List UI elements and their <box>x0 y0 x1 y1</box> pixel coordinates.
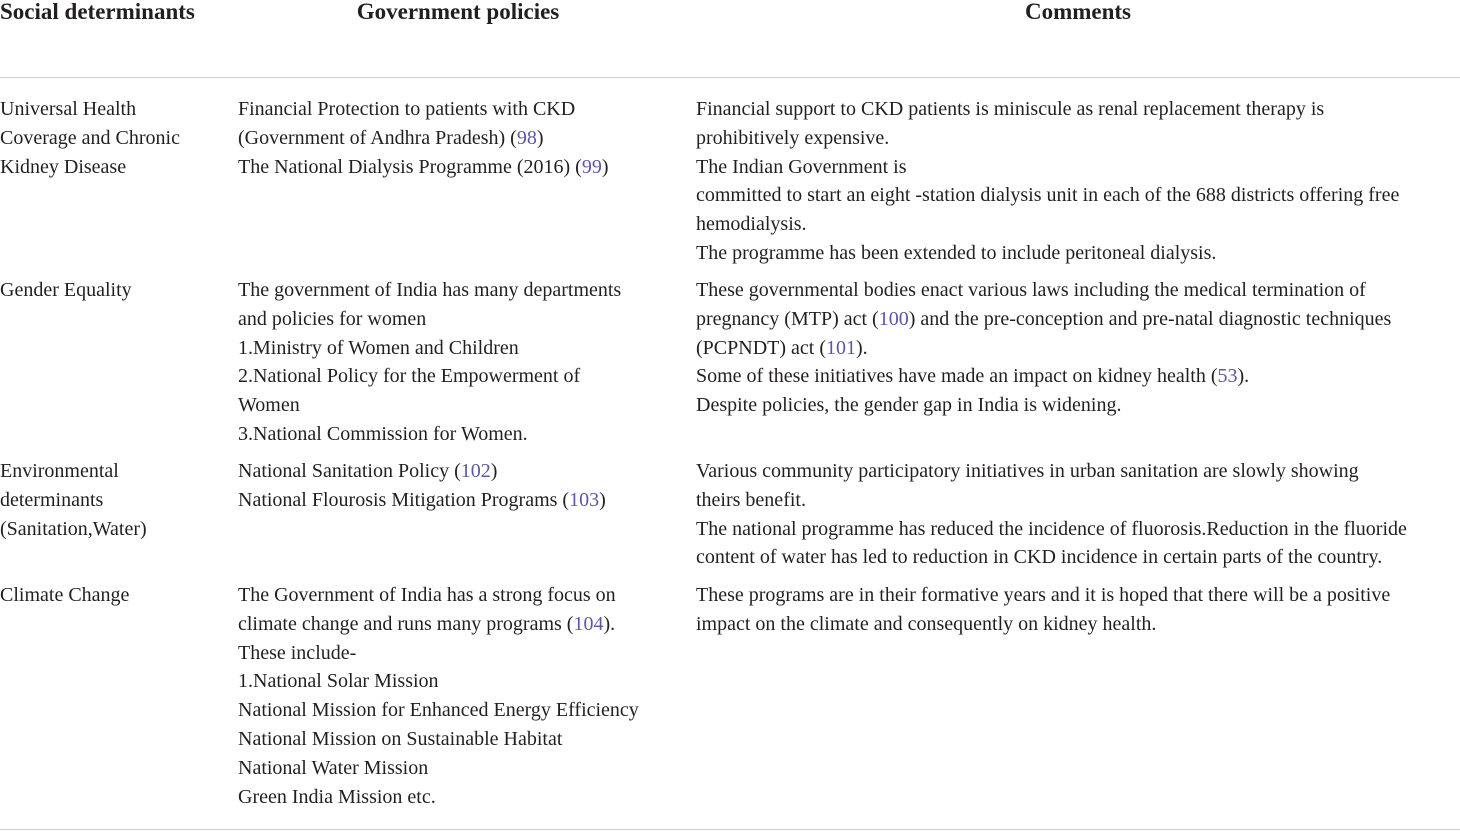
line-text: These include- <box>238 641 357 664</box>
line-text: Green India Mission etc. <box>238 785 436 808</box>
line-text: committed to start an eight -station dialysis unit in each of the 688 districts offering free <box>696 184 1400 207</box>
line-text: (Government of Andhra Pradesh) ( <box>238 126 517 149</box>
line-text: climate change and runs many programs ( <box>238 612 574 635</box>
policy-line <box>238 639 668 668</box>
line-text: (PCPNDT) act ( <box>696 336 826 359</box>
reference-link[interactable]: 100 <box>878 307 909 330</box>
determinant-line: Environmental <box>0 460 119 482</box>
line-text: National Sanitation Policy ( <box>238 460 461 482</box>
table-header <box>0 0 1460 78</box>
header-government-policies: Government policies <box>356 0 560 24</box>
policy-line <box>238 391 668 420</box>
comment-line <box>696 486 1460 515</box>
policy-line <box>238 95 668 124</box>
policy-line <box>238 754 668 783</box>
policy-line <box>238 696 668 725</box>
comment-line <box>696 362 1460 391</box>
determinant-line: Coverage and Chronic <box>0 126 180 149</box>
policy-line <box>238 362 668 391</box>
determinant-line: determinants <box>0 488 104 511</box>
determinant-cell <box>0 95 225 181</box>
line-text-after: ) <box>599 488 606 511</box>
line-text: Financial Protection to patients with CKD <box>238 98 576 120</box>
line-text: pregnancy (MTP) act ( <box>696 307 879 330</box>
line-text-after: ) and the pre-conception and pre-natal diagnostic techniques <box>908 307 1392 330</box>
policies-cell <box>238 276 668 449</box>
line-text: The Government of India has a strong focus on <box>238 584 616 606</box>
line-text: The government of India has many departments <box>238 279 622 301</box>
line-text: Despite policies, the gender gap in India is widening. <box>696 394 1122 417</box>
determinant-line: Kidney Disease <box>0 155 127 178</box>
reference-link[interactable]: 102 <box>460 460 491 482</box>
line-text: These programs are in their formative years and it is hoped that there will be a positive <box>696 584 1391 606</box>
reference-link[interactable]: 104 <box>573 612 604 635</box>
line-text: National Mission for Enhanced Energy Efficiency <box>238 699 639 722</box>
line-text: impact on the climate and consequently on kidney health. <box>696 612 1157 635</box>
comment-line <box>696 210 1460 239</box>
line-text: Some of these initiatives have made an impact on kidney health ( <box>696 365 1218 388</box>
comment-line <box>696 153 1460 182</box>
comment-line <box>696 391 1460 420</box>
determinant-cell <box>0 276 225 305</box>
comments-cell <box>696 581 1460 639</box>
policy-line <box>238 486 668 515</box>
line-text-after: ). <box>1237 365 1250 388</box>
line-text: 3.National Commission for Women. <box>238 422 528 445</box>
line-text: National Water Mission <box>238 756 429 779</box>
line-text: Women <box>238 394 300 417</box>
comments-cell <box>696 457 1460 572</box>
line-text: and policies for women <box>238 307 427 330</box>
line-text: 1.Ministry of Women and Children <box>238 336 519 359</box>
policy-line <box>238 581 668 610</box>
reference-link[interactable]: 53 <box>1217 365 1238 388</box>
determinant-line: Gender Equality <box>0 279 132 301</box>
determinant-line: Climate Change <box>0 584 130 606</box>
comment-line <box>696 95 1460 124</box>
line-text: content of water has led to reduction in CKD incidence in certain parts of the country. <box>696 546 1383 569</box>
header-comments: Comments <box>1024 0 1132 24</box>
line-text-after: ) <box>490 460 498 482</box>
policy-line <box>238 610 668 639</box>
line-text: prohibitively expensive. <box>696 126 890 149</box>
line-text: The Indian Government is <box>696 155 907 178</box>
line-text: Financial support to CKD patients is miniscule as renal replacement therapy is <box>696 98 1325 120</box>
line-text: hemodialysis. <box>696 213 807 236</box>
comment-line <box>696 334 1460 363</box>
line-text: 2.National Policy for the Empowerment of <box>238 365 581 388</box>
policies-cell <box>238 581 668 811</box>
line-text: The National Dialysis Programme (2016) ( <box>238 155 582 178</box>
policy-line <box>238 420 668 449</box>
comment-line <box>696 610 1460 639</box>
reference-link[interactable]: 98 <box>516 126 537 149</box>
line-text: 1.National Solar Mission <box>238 670 439 693</box>
reference-link[interactable]: 101 <box>825 336 856 359</box>
reference-link[interactable]: 103 <box>569 488 600 511</box>
line-text: The national programme has reduced the incidence of fluorosis.Reduction in the fluoride <box>696 517 1407 540</box>
comment-line <box>696 543 1460 572</box>
line-text: theirs benefit. <box>696 488 806 511</box>
determinant-line: Universal Health <box>0 98 137 120</box>
policy-line <box>238 276 668 305</box>
comment-line <box>696 124 1460 153</box>
line-text: These governmental bodies enact various laws including the medical termination of <box>696 279 1366 301</box>
policy-line <box>238 334 668 363</box>
line-text: National Flourosis Mitigation Programs ( <box>238 488 570 511</box>
line-text-after: ) <box>536 126 544 149</box>
determinant-cell <box>0 457 225 543</box>
table-bottom-rule <box>0 829 1460 830</box>
policy-line <box>238 457 668 486</box>
determinant-cell <box>0 581 225 610</box>
policies-cell <box>238 95 668 181</box>
line-text-after: ). <box>855 336 868 359</box>
determinant-line: (Sanitation,Water) <box>0 517 147 540</box>
comment-line <box>696 305 1460 334</box>
policy-line <box>238 667 668 696</box>
policies-cell <box>238 457 668 515</box>
policy-line <box>238 305 668 334</box>
policy-line <box>238 783 668 812</box>
line-text: National Mission on Sustainable Habitat <box>238 727 563 750</box>
line-text-after: ). <box>603 612 616 635</box>
comment-line <box>696 515 1460 544</box>
policy-line <box>238 153 668 182</box>
reference-link[interactable]: 99 <box>581 155 602 178</box>
comment-line <box>696 457 1460 486</box>
line-text: The programme has been extended to include peritoneal dialysis. <box>696 241 1217 264</box>
line-text-after: ) <box>601 155 609 178</box>
line-text: Various community participatory initiatives in urban sanitation are slowly showing <box>696 460 1359 482</box>
comments-cell <box>696 276 1460 420</box>
comment-line <box>696 581 1460 610</box>
policy-line <box>238 725 668 754</box>
policy-line <box>238 124 668 153</box>
comment-line <box>696 239 1460 268</box>
header-social-determinants: Social determinants <box>0 0 195 24</box>
comment-line <box>696 181 1460 210</box>
comments-cell <box>696 95 1460 268</box>
comment-line <box>696 276 1460 305</box>
